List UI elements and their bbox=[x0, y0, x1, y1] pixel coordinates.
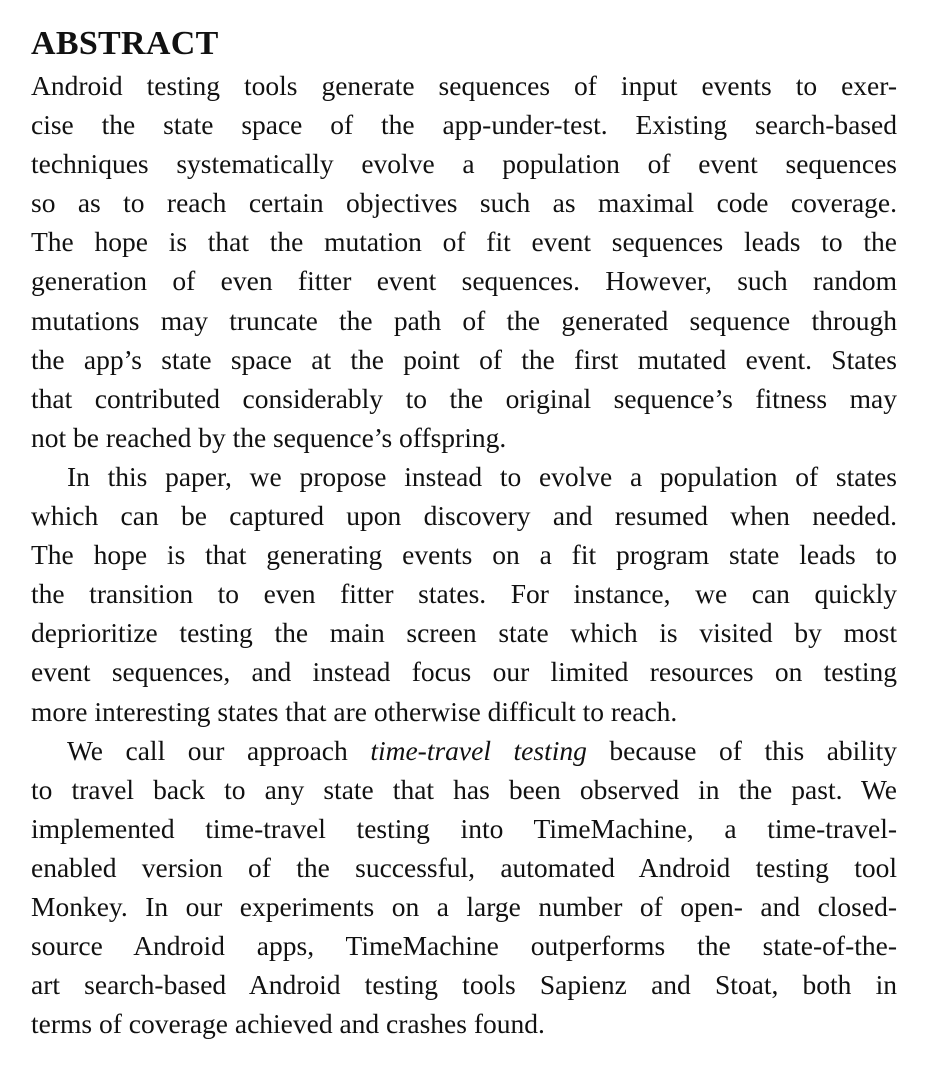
text-line: deprioritize testing the main screen state which is visited by most bbox=[31, 617, 897, 649]
text-run: because of this ability bbox=[586, 734, 897, 766]
abstract-paragraph-1 bbox=[31, 66, 897, 457]
text-line: enabled version of the successful, automated Android testing tool bbox=[31, 851, 897, 883]
text-line: which can be captured upon discovery and resumed when needed. bbox=[31, 500, 897, 532]
text-line: techniques systematically evolve a population of event sequences bbox=[31, 148, 897, 180]
text-line bbox=[31, 731, 897, 770]
text-line: that contributed considerably to the original sequence’s fitness may bbox=[31, 382, 897, 414]
emphasized-term: time-travel testing bbox=[370, 734, 587, 766]
text-run: We call our approach bbox=[67, 734, 371, 766]
text-line: implemented time-travel testing into TimeMachine, a time-travel- bbox=[31, 812, 897, 844]
text-line: art search-based Android testing tools Sapienz and Stoat, both in bbox=[31, 969, 897, 1001]
text-line: The hope is that the mutation of fit event sequences leads to the bbox=[31, 226, 897, 258]
text-line: the transition to even fitter states. For instance, we can quickly bbox=[31, 578, 897, 610]
abstract-paragraph-3 bbox=[31, 731, 897, 1044]
text-line: event sequences, and instead focus our limited resources on testing bbox=[31, 656, 897, 688]
text-line: cise the state space of the app-under-test. Existing search-based bbox=[31, 109, 897, 141]
text-line: The hope is that generating events on a fit program state leads to bbox=[31, 539, 897, 571]
section-heading: ABSTRACT bbox=[31, 25, 219, 62]
text-line: Android testing tools generate sequences of input events to exer- bbox=[31, 70, 897, 101]
text-line: more interesting states that are otherwise difficult to reach. bbox=[31, 695, 678, 727]
text-line: the app’s state space at the point of the first mutated event. States bbox=[31, 343, 897, 375]
text-line: source Android apps, TimeMachine outperforms the state-of-the- bbox=[31, 930, 897, 962]
text-line: generation of even fitter event sequences. However, such random bbox=[31, 265, 897, 297]
abstract-paragraph-2 bbox=[31, 457, 897, 731]
text-line: mutations may truncate the path of the generated sequence through bbox=[31, 304, 897, 336]
text-line: terms of coverage achieved and crashes found. bbox=[31, 1008, 545, 1040]
text-line: to travel back to any state that has been observed in the past. We bbox=[31, 773, 897, 805]
abstract-section bbox=[31, 22, 897, 1043]
text-line: not be reached by the sequence’s offspring. bbox=[31, 421, 507, 453]
text-line: In this paper, we propose instead to evolve a population of states bbox=[67, 460, 897, 492]
text-line: Monkey. In our experiments on a large number of open- and closed- bbox=[31, 890, 897, 922]
text-line: so as to reach certain objectives such as maximal code coverage. bbox=[31, 187, 897, 219]
